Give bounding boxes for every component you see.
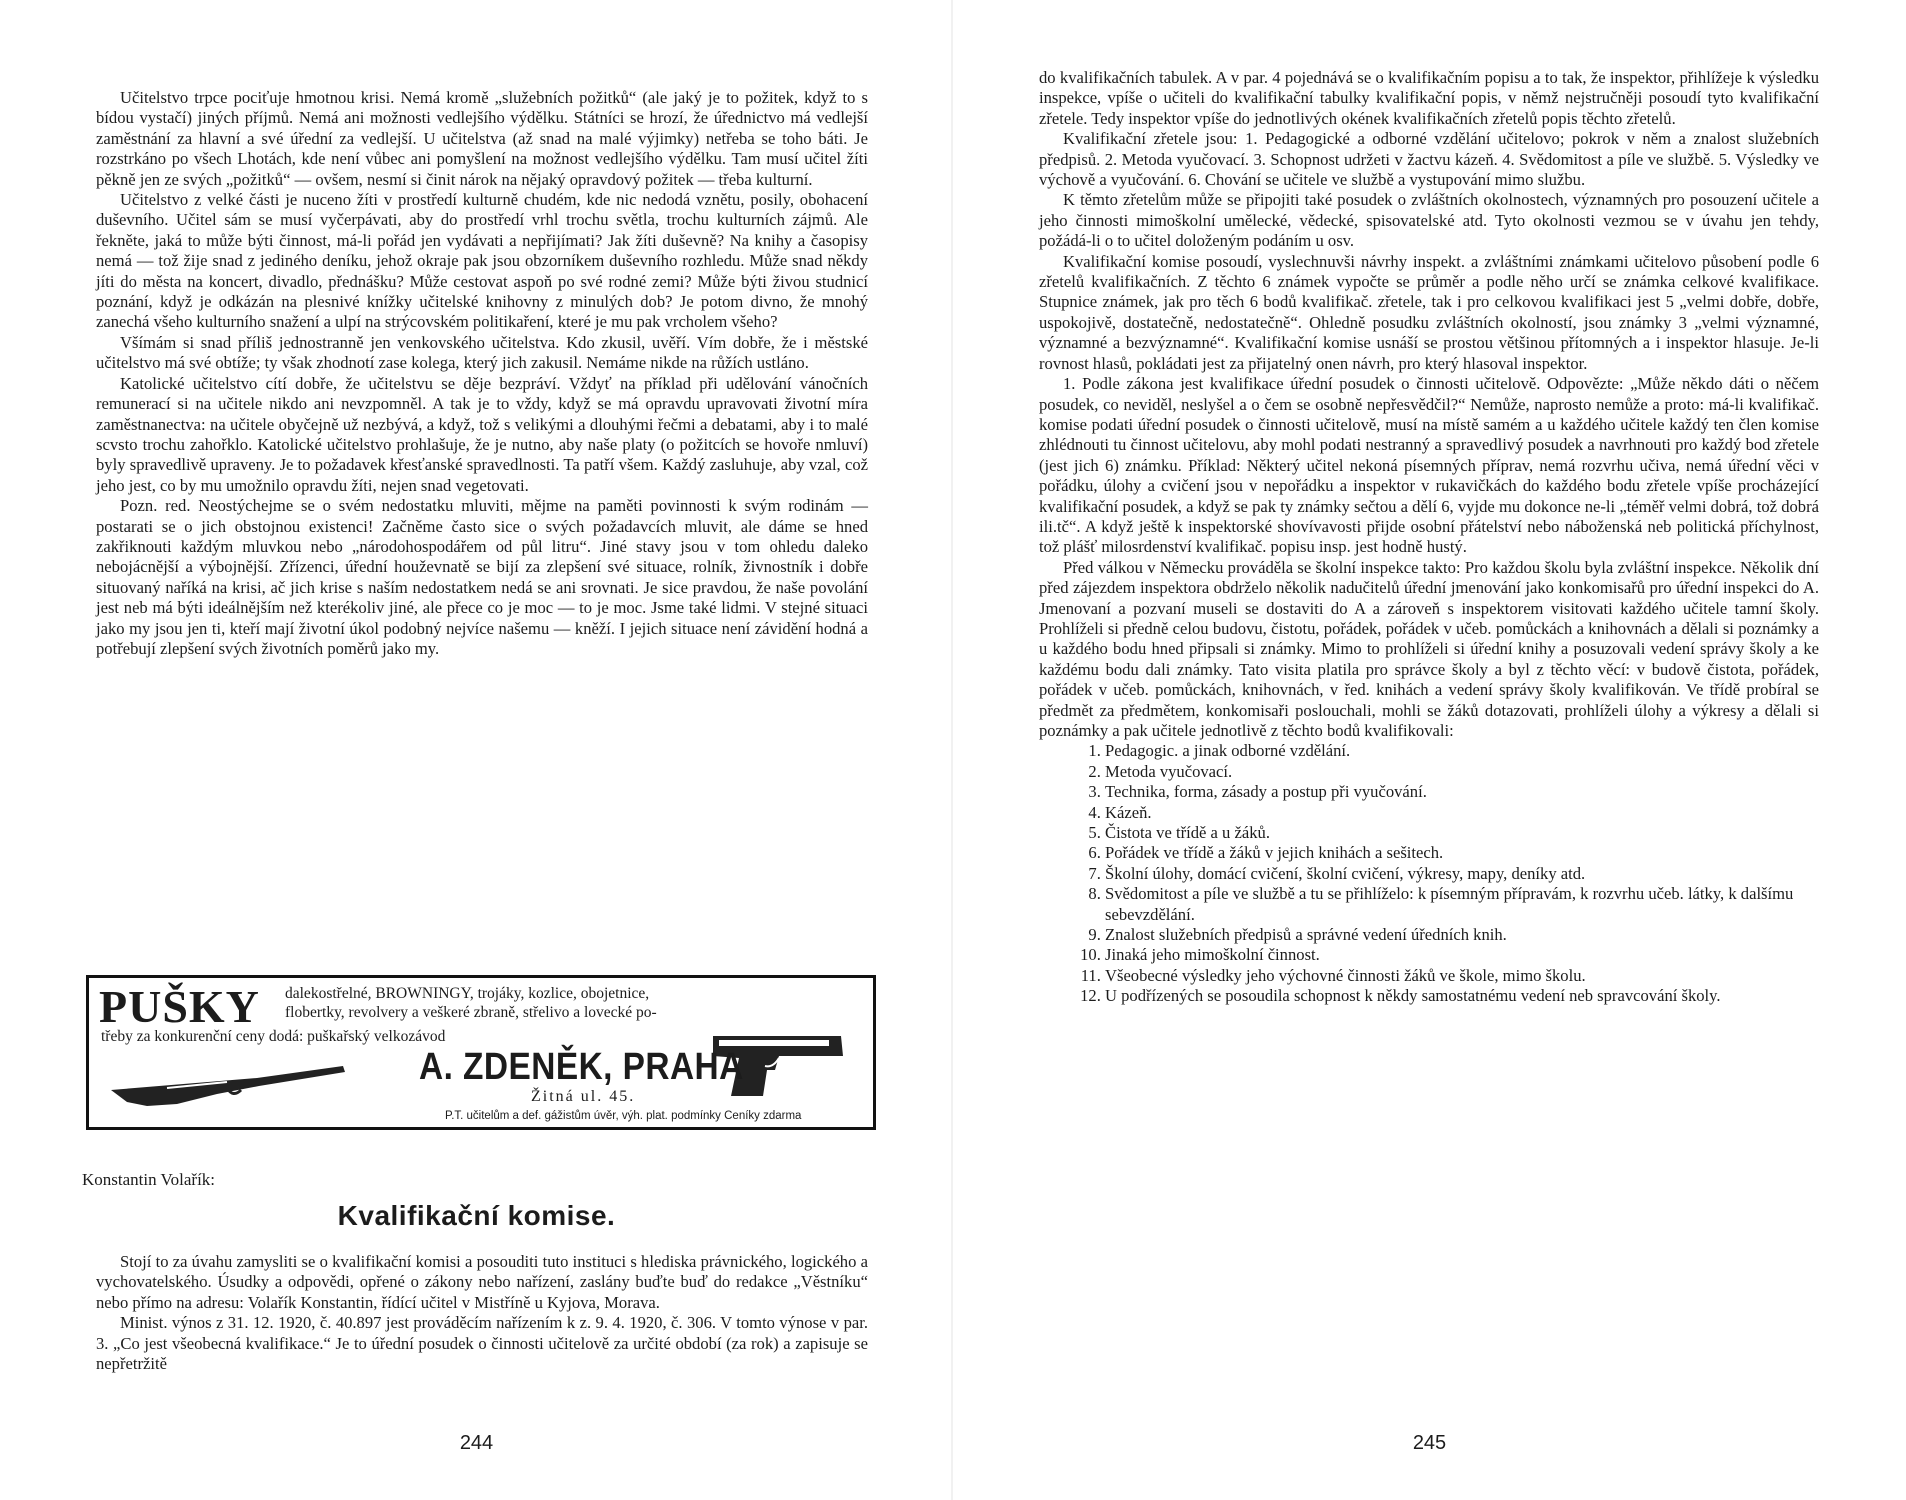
list-item: 12. U podřízených se posoudila schopnost k někdy samostatnému vedení neb spravcování školy.	[1105, 986, 1819, 1006]
article-intro	[96, 1252, 868, 1374]
list-item: 5. Čistota ve třídě a u žáků.	[1105, 823, 1819, 843]
list-item: 3. Technika, forma, zásady a postup při vyučování.	[1105, 782, 1819, 802]
right-page	[953, 0, 1906, 1500]
paragraph: 1. Podle zákona jest kvalifikace úřední posudek o činnosti učitelově. Odpovězte: „Může někdo dáti o něčem posudek, co neviděl, neslyšel a o čem se osobně nepřesvědčil?“ Nemůže, naprosto nemůže a proto: má-li kvalifikač. komise podati úřední posudek o činnosti učitelově, musí na místě samém a u každého učitele každý ten člen komise zhlédnouti tu činnost učitelovu, aby mohl podati nestranný a spravedlivý posudek a navrhnouti pro každý bod zřetele (jest jich 6) známku. Příklad: Některý učitel nekoná písemných příprav, nemá rozvrhu učiva, nemá úřední věci v pořádku, úlohy a cvičení jsou v nepořádku a inspektor v rukavičkách do každého bodu zřetele vpíše procházející kvalifikační posudek, a když se pak ty známky sečtou a dělí 6, vyjde mu dokonce ne-li „téměř velmi dobrá, tož dobrá ili.tč“. A když ještě k inspektorské shovívavosti přijde osobní přátelství nebo náboženská neb politická příchylnost, tož plášť milosrdenství kvalifikač. popisu insp. jest hodně hustý.	[1039, 374, 1819, 557]
list-item: 8. Svědomitost a píle ve službě a tu se přihlíželo: k písemným přípravám, k rozvrhu učeb. látky, k dalšímu sebevzdělání.	[1105, 884, 1819, 925]
ad-line: flobertky, revolvery a veškeré zbraně, střelivo a lovecké po-	[285, 1004, 657, 1021]
ad-line: třeby za konkurenční ceny dodá: puškařský velkozávod	[101, 1028, 446, 1045]
list-item: 2. Metoda vyučovací.	[1105, 762, 1819, 782]
rifle-icon	[107, 1058, 347, 1108]
paragraph: Minist. výnos z 31. 12. 1920, č. 40.897 jest prováděcím nařízením k z. 9. 4. 1920, č. 306. V tomto výnose v par. 3. „Co jest všeobecná kvalifikace.“ Je to úřední posudek o činnosti učitelově za určité období (za rok) a zapisuje se nepřetržitě	[96, 1313, 868, 1374]
article-title: Kvalifikační komise.	[337, 1200, 616, 1231]
list-item: 1. Pedagogic. a jinak odborné vzdělání.	[1105, 741, 1819, 761]
article-author: Konstantin Volařík:	[82, 1170, 216, 1189]
paragraph: Katolické učitelstvo cítí dobře, že učitelstvu se děje bezpráví. Vždyť na příklad při udělování vánočních remunerací si na učitele nikdo ani nevzpomněl. A tak je to vždy, když se má opravdu upravovati životní míra zaměstnanectva: na učitele obyčejně už nezbývá, a když, tož s velikými a dlouhými řečmi a debatami, aby i to malé scvsto trochu zahořklo. Katolické učitelstvo prohlašuje, že je nutno, aby naše platy (o požitcích se hovoře nmluví) byly spravedlivě upraveny. Je to požadavek křesťanské spravedlnosti. Ta patří všem. Každý zasluhuje, aby vzal, což jeho jest, co by mu umožnilo opravdu žíti, nejen snad vegetovati.	[96, 373, 868, 495]
list-item: 7. Školní úlohy, domácí cvičení, školní cvičení, výkresy, mapy, deníky atd.	[1105, 864, 1819, 884]
page-number: 245	[1412, 1432, 1447, 1454]
paragraph: Stojí to za úvahu zamysliti se o kvalifikační komisi a posouditi tuto instituci s hlediska právnického, logického a vychovatelského. Úsudky a odpovědi, opřené o zákony nebo nařízení, zaslány buďte buď do redakce „Věstníku“ nebo přímo na adresu: Volařík Konstantin, řídící učitel v Mistříně u Kyjova, Morava.	[96, 1252, 868, 1312]
list-item: 11. Všeobecné výsledky jeho výchovné činnosti žáků ve škole, mimo školu.	[1105, 966, 1819, 986]
ad-footer: P.T. učitelům a def. gážistům úvěr, výh. plat. podmínky Ceníky zdarma	[445, 1110, 802, 1122]
paragraph: Kvalifikační komise posoudí, vyslechnuvši návrhy inspekt. a zvláštními známkami učitelovo působení podle 6 zřetelů kvalifikačních. Z těchto 6 známek vypočte se průměr a podle něho určí se známka celkové kvalifikace. Stupnice známek, jak pro těch 6 bodů kvalifikač. zřetele, tak i pro celkovou kvalifikaci jest 5 „velmi dobře, dobře, uspokojivě, dostatečně, nedostatečně“. Ohledně posudku zvláštních okolností, jsou známky 3 „velmi významné, významné a bezvýznamné“. Kvalifikační komise usnáší se prostou většinou přítomných a i inspektor hlasuje. Je-li rovnost hlasů, pokládati jest za přijatelný onen návrh, pro který hlasoval inspektor.	[1039, 251, 1819, 373]
list-item: 4. Kázeň.	[1105, 803, 1819, 823]
paragraph: Všímám si snad příliš jednostranně jen venkovského učitelstva. Kdo zkusil, uvěří. Vím dobře, že i městské učitelstvo má své obtíže; ty však zhodnotí zase kolega, který jich zakusil. Nemáme nikde na růžích ustláno.	[96, 332, 868, 373]
list-item: 6. Pořádek ve třídě a žáků v jejich knihách a sešitech.	[1105, 843, 1819, 863]
ad-line: dalekostřelné, BROWNINGY, trojáky, kozlice, obojetnice,	[285, 985, 650, 1002]
paragraph: Učitelstvo trpce pociťuje hmotnou krisi. Nemá kromě „služebních požitků“ (ale jaký je to požitek, když to s bídou vystačí) jiných příjmů. Nemá ani možnosti vedlejšího výdělku. Státníci se hrozí, že úřednictvo má vedlejší zaměstnání za hlavní a své úřední za vedlejší. U učitelstva (až snad na malé výjimky) netřeba se toho báti. Je rozstrkáno po všech Lhotách, kde není vůbec ani pomyšlení na možnost vedlejšího výdělku. Tam musí učitel žíti pěkně jen ze svých „požitků“ — ovšem, nesmí si činit nárok na nějaký opravdový požitek — třeba kulturní.	[96, 88, 868, 189]
list-item: 10. Jinaká jeho mimoškolní činnost.	[1105, 945, 1819, 965]
page-number: 244	[459, 1432, 494, 1454]
ad-company-name: A. ZDENĚK, PRAHA	[419, 1046, 744, 1088]
ad-headline: PUŠKY	[99, 981, 260, 1032]
paragraph: Kvalifikační zřetele jsou: 1. Pedagogické a odborné vzdělání učitelovo; pokrok v něm a znalost služebních předpisů. 2. Metoda vyučovací. 3. Schopnost udržeti v žactvu kázeň. 4. Svědomitost a píle ve službě. 5. Výsledky ve výchově a vyučování. 6. Chování se učitele ve službě a vystupování mimo službu.	[1039, 129, 1819, 190]
list-item: 9. Znalost služebních předpisů a správné vedení úředních knih.	[1105, 925, 1819, 945]
paragraph: do kvalifikačních tabulek. A v par. 4 pojednává se o kvalifikačním popisu a to tak, že inspektor, přihlížeje k výsledku inspekce, vpíše o učiteli do kvalifikační tabulky kvalifikační popis, v němž nejstručněji posoudí tyto kvalifikační zřetele. Tedy inspektor vpíše do jednotlivých okének kvalifikačních zřetelů popis těchto zřetelů.	[1039, 68, 1819, 128]
paragraph: Před válkou v Německu prováděla se školní inspekce takto: Pro každou školu byla zvláštní inspekce. Několik dní před zájezdem inspektora obdrželo několik nadučitelů úřední jmenování jako konkomisařů pro úřední inspekci do A. Jmenovaní a pozvaní museli se dostaviti do A a zároveň s inspektorem visitovati každého učitele tamní školy. Prohlíželi si předně celou budovu, čistotu, pořádek, pořádek v učeb. pomůckách a knihovnách a dělali si poznámky a u každého bodu hned připsali si známky. Mimo to prohlíželi si úřední knihy a posuzovali vedení správy školy a ke každému bodu dali známky. Tato visita platila pro správce školy a byl z těchto věcí: v budově čistota, pořádek, pořádek v učeb. pomůckách, knihovnách, v řed. knihách a vedení správy školy kvalifikován. Ve třídě probíral se předmět za předmětem, konkomisaři poslouchali, mohli se žáků dotazovati, prohlíželi úlohy a výkresy a dělali si poznámky a pak učitele jednotlivě z těchto bodů kvalifikovali:	[1039, 557, 1819, 740]
gun-shop-advertisement	[86, 975, 876, 1130]
paragraph: Pozn. red. Neostýchejme se o svém nedostatku mluviti, mějme na paměti povinnosti k svým rodinám — postarati se o jich obstojnou existenci! Začněme často sice o svých požadavcích mluvit, ale dáme se hned zakřiknouti každým mluvkou nebo „národohospodářem od půl litru“. Jiné stavy jsou v tom ohledu daleko nebojácnější a výbojnější. Zřízenci, úřední houževnatě se bijí za zlepšení své situace, rolník, živnostník i dobře situovaný naříká na krisi, ač jich krise s naším nedostatkem nedá se ani srovnati. Je sice pravdou, že naše povolání jest neb má býti ideálnějším než kterékoliv jiné, ale přece co je moc — to je moc. Jsme také lidmi. V stejné situaci jako my jsou jen ti, kteří mají životní úkol podobný nejvíce našemu — kněží. I jejich situace není závidění hodná a potřebují zlepšení svých životních poměrů jako my.	[96, 496, 868, 658]
left-top-text	[96, 88, 868, 659]
ad-address: Žitná ul. 45.	[531, 1088, 636, 1105]
criteria-list	[1039, 741, 1819, 1006]
paragraph: K těmto zřetelům může se připojiti také posudek o zvláštních okolnostech, významných pro posouzení učitele a jeho činnosti mimoškolní umělecké, vědecké, spisovatelské atd. Tyto okolnosti vezmou se v úvahu jen tehdy, požádá-li o to učitel doloženým podáním u osv.	[1039, 190, 1819, 251]
paragraph: Učitelstvo z velké části je nuceno žíti v prostředí kulturně chudém, kde nic nedodá vznětu, posily, obohacení duševního. Učitel sám se musí vyčerpávati, aby do prostředí vrhl trochu světla, trochu kulturních zájmů. Ale řekněte, jaká to může býti činnost, má-li pořád jen vydávati a nepřijímati? Jak žíti duševně? Na knihy a časopisy nemá — tož žije snad z jediného deníku, jehož okraje pak jsou obzorníkem duševního rozhledu. Může snad někdy jíti do města na koncert, divadlo, přednášku? Může cestovat aspoň po své rodné zemi? Může býti živou studnicí poznání, když je odkázán na plesnivé knížky učitelské knihovny z minulých dob? Je potom divno, že mnohý zanechá všeho kulturního snažení a ulpí na strýcovském politikaření, které je mu pak vrcholem všeho?	[96, 190, 868, 332]
right-text	[1039, 68, 1819, 1007]
